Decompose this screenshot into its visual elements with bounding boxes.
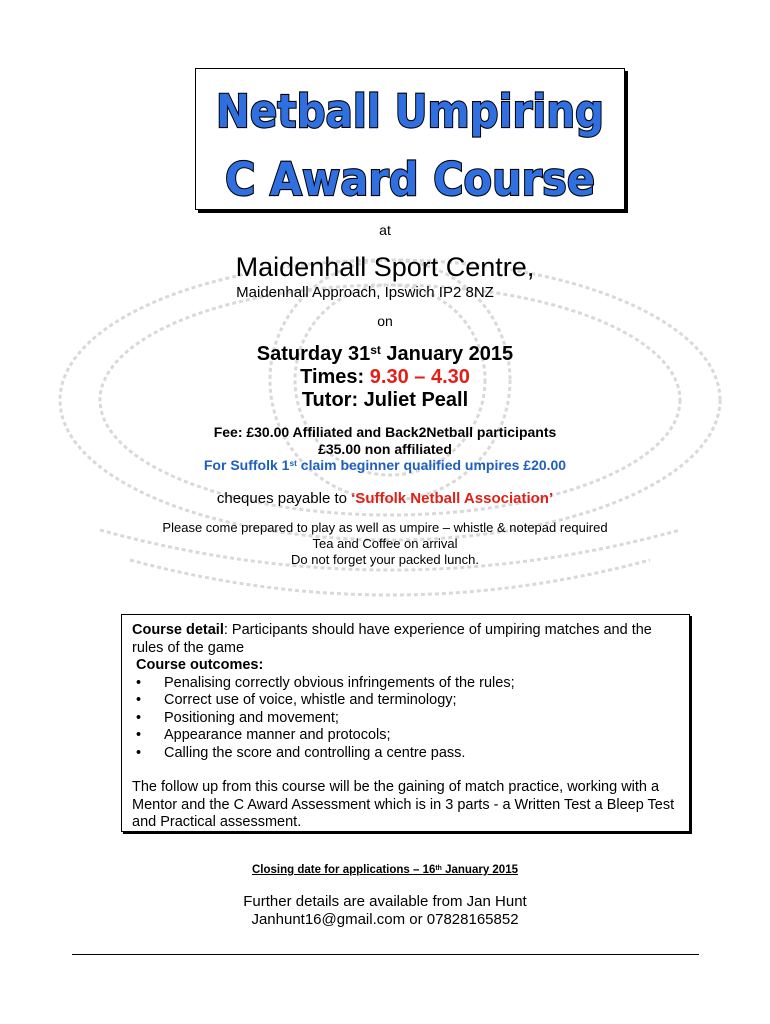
cheques-payable: cheques payable to ‘Suffolk Netball Association’	[216, 490, 554, 507]
event-times: Times: 9.30 – 4.30	[300, 366, 470, 388]
fee-line-1: Fee: £30.00 Affiliated and Back2Netball participants	[213, 424, 557, 440]
course-detail-box	[121, 614, 690, 832]
note-item: Please come prepared to play as well as umpire – whistle & notepad required	[162, 520, 608, 535]
list-item: • Positioning and movement;	[132, 710, 679, 728]
at-text: at	[379, 222, 391, 238]
follow-up-text: The follow up from this course will be the gaining of match practice, working with a Mentor and the C Award Assessment which is in 3 parts - a Written Test a Bleep Test and Practical assessment.	[132, 779, 675, 830]
times-value: 9.30 – 4.30	[369, 366, 470, 388]
contact-info	[0, 893, 770, 929]
note-item: Do not forget your packed lunch.	[291, 552, 479, 567]
list-item: • Calling the score and controlling a centre pass.	[132, 745, 679, 763]
list-item: • Correct use of voice, whistle and terminology;	[132, 692, 679, 710]
notes	[0, 520, 770, 568]
closing-date: Closing date for applications – 16th January 2015	[251, 864, 518, 876]
note-item: Tea and Coffee on arrival	[312, 536, 458, 551]
footer-rule	[72, 954, 699, 955]
list-item: • Appearance manner and protocols;	[132, 727, 679, 745]
venue-address: Maidenhall Approach, Ipswich IP2 8NZ	[236, 284, 494, 301]
title-box	[195, 68, 625, 210]
tutor: Tutor: Juliet Peall	[301, 389, 469, 411]
contact-line-2[interactable]: Janhunt16@gmail.com or 07828165852	[251, 911, 519, 928]
course-outcomes-list	[132, 675, 679, 763]
list-item: • Penalising correctly obvious infringements of the rules;	[132, 675, 679, 693]
title-line-1: Netball Umpiring	[216, 85, 604, 138]
event-date: Saturday 31st January 2015	[256, 343, 514, 365]
fee-line-2: £35.00 non affiliated	[318, 441, 452, 457]
venue-name: Maidenhall Sport Centre,	[235, 252, 535, 282]
on-text: on	[377, 313, 393, 329]
title-line-2: C Award Course	[225, 153, 595, 206]
fee-suffolk: For Suffolk 1st claim beginner qualified umpires £20.00	[203, 457, 567, 473]
course-outcomes-heading: Course outcomes:	[136, 657, 264, 673]
contact-line-1: Further details are available from Jan Hunt	[243, 893, 527, 910]
course-detail: Course detail: Participants should have experience of umpiring matches and the rules of the game	[132, 622, 652, 656]
cheques-payee: ‘Suffolk Netball Association’	[351, 490, 554, 507]
